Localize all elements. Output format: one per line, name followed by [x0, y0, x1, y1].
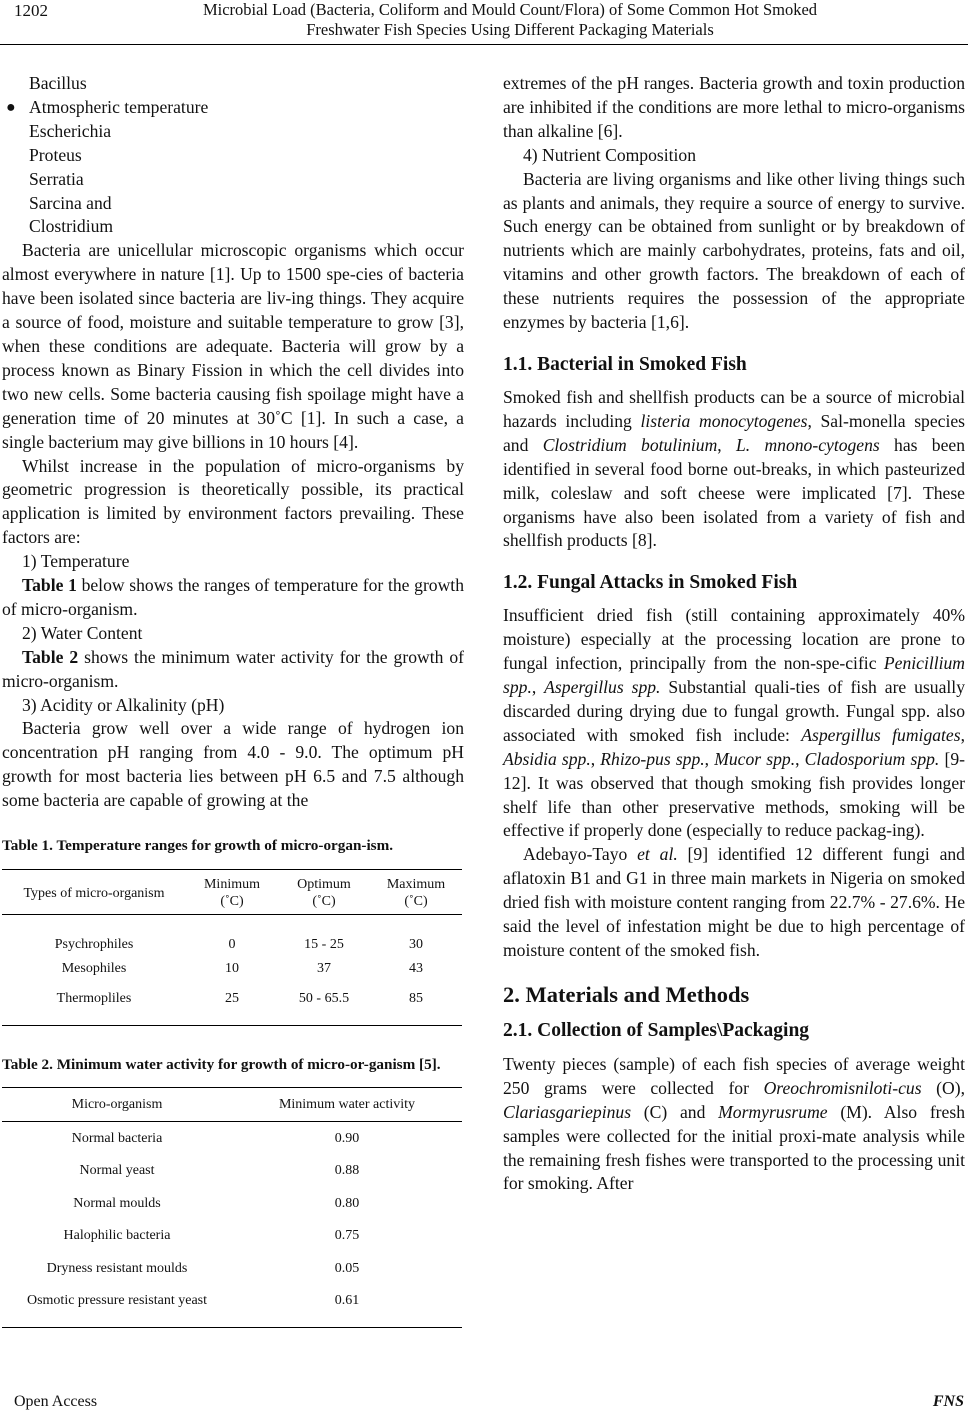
right-column	[503, 72, 965, 1196]
table-cell: 0.75	[334, 1228, 360, 1244]
section-heading-2: 2. Materials and Methods	[503, 981, 750, 1007]
genus-list-text: Atmospheric temperature	[29, 96, 209, 117]
factor-temperature: 1) Temperature	[22, 551, 130, 572]
table-cell: 10	[225, 960, 239, 976]
table-row	[2, 1220, 462, 1253]
genus-list-item	[2, 215, 464, 239]
factor-acidity: 3) Acidity or Alkalinity (pH)	[22, 694, 225, 715]
table-cell: Normal moulds	[73, 1195, 161, 1211]
genus-list-text: Clostridium	[29, 216, 114, 237]
table-cell: 0.90	[334, 1130, 360, 1146]
paragraph-smoked-fish-hazards: Smoked fish and shellfish products can be a source of microbial hazards including listeria monocytogenes, Sal-monella species and Clostridium botulinium, L. mnono-cytogens has been identified in several food borne out-breaks, in which pasteurized milk, coleslaw and soft cheese were implicated [7]. These organisms have also been isolated from a variety of fish and shellfish products [8].	[503, 386, 965, 551]
table-cell: Normal bacteria	[71, 1130, 163, 1146]
paragraph-bacteria-intro: Bacteria are unicellular microscopic organisms which occur almost everywhere in nature [1]. Up to 1500 spe-cies of bacteria have been isolated since bacteria are liv-ing things. They acquire a source of food, moisture and suitable temperature to grow [3], when these conditions are adequate. Bacteria will grow by a process known as Binary Fission in which the cell divides into two new cells. Some bacteria causing fish spoilage might have a generation time of 20 minutes at 30˚C [1]. In such a case, a single bacterium may give billions in 10 hours [4].	[2, 240, 464, 452]
paragraph-table1-reference	[2, 574, 464, 622]
table2-header-row	[2, 1088, 462, 1122]
table1-header-cell: Minimum (˚C)	[203, 877, 260, 910]
running-title-line-1: Microbial Load (Bacteria, Coliform and Mould Count/Flora) of Some Common Hot Smoked	[202, 0, 818, 19]
section-heading-2-1: 2.1. Collection of Samples\Packaging	[503, 1019, 810, 1041]
genus-list-text: Sarcina and	[29, 192, 112, 213]
paragraph-nutrients: Bacteria are living organisms and like other living things such as plants and animals, they require a source of energy to survive. Such energy can be obtained from sunlight or by breakdown of nutrients which are mainly carbohydrates, proteins, fats and oil, vitamins and other growth factors. The breakdown of each of these nutrients requires the possession of the appropriate enzymes by bacteria [1,6].	[503, 168, 965, 333]
table1-header-cell: Types of micro-organism	[23, 885, 165, 901]
genus-list-item	[2, 168, 464, 192]
table-cell: Osmotic pressure resistant yeast	[26, 1293, 207, 1309]
table2-caption: Table 2. Minimum water activity for growth of micro-or-ganism [5].	[2, 1056, 441, 1074]
running-header	[0, 0, 968, 44]
table-row	[2, 1187, 462, 1220]
table-cell: 37	[317, 960, 331, 976]
genus-list-text: Serratia	[29, 168, 84, 189]
table1-header-cell: Maximum (˚C)	[386, 877, 446, 910]
table-cell: 0.61	[334, 1293, 360, 1309]
running-title	[100, 0, 920, 40]
factor-nutrient: 4) Nutrient Composition	[523, 144, 696, 165]
table-cell: Thermopliles	[56, 990, 132, 1006]
page-number: 1202	[14, 1, 48, 20]
table2-header-cell: Minimum water activity	[278, 1097, 416, 1113]
table1-temperature-ranges	[2, 869, 462, 1026]
genus-list-item	[2, 96, 464, 120]
header-rule	[0, 44, 968, 45]
table1-header-cell: Optimum (˚C)	[297, 877, 351, 910]
genus-list-item	[2, 72, 464, 96]
table2-water-activity	[2, 1087, 462, 1328]
table2-ref-text: shows the minimum water activity for the growth of micro-organism.	[2, 646, 465, 691]
running-title-line-2: Freshwater Fish Species Using Different Packaging Materials	[306, 20, 714, 39]
table-cell: Halophilic bacteria	[63, 1228, 171, 1244]
paragraph-population-growth: Whilst increase in the population of micro-organisms by geometric progression is theoretically possible, its practical application is limited by environment factors prevailing. These factors are:	[2, 455, 464, 548]
table-cell: 50 - 65.5	[298, 990, 350, 1006]
genus-list-item	[2, 120, 464, 144]
table-cell: Normal yeast	[79, 1163, 155, 1179]
paragraph-adebayo-tayo: Adebayo-Tayo et al. [9] identified 12 different fungi and aflatoxin B1 and G1 in three main markets in Nigeria on smoked dried fish with moisture content ranging from 22.7% - 27.6%. He said the level of infestation might be due to high percentage of moisture content of the smoked fish.	[503, 844, 965, 960]
paragraph-ph: Bacteria grow well over a wide range of hydrogen ion concentration pH ranging from 4.0 - 9.0. The optimum pH growth for most bacteria lies between pH 6.5 and 7.5 although some bacteria are capable of growing at the	[2, 718, 464, 811]
paragraph-ph-extremes: extremes of the pH ranges. Bacteria growth and toxin production are inhibited if the conditions are more lethal to micro-organisms than alkaline [6].	[503, 73, 965, 141]
paragraph-table2-reference	[2, 646, 464, 694]
genus-list-text: Proteus	[29, 144, 82, 165]
table-cell: 0.05	[334, 1260, 360, 1276]
table-cell: 0	[228, 937, 236, 953]
genus-list-text: Bacillus	[29, 73, 87, 93]
table1-caption: Table 1. Temperature ranges for growth of micro-organ-ism.	[2, 837, 394, 855]
table-row	[2, 983, 462, 1026]
table-cell: 43	[409, 960, 423, 976]
table1-ref-label: Table 1	[22, 575, 77, 596]
table-cell: 15 - 25	[304, 937, 344, 953]
section-heading-1-1: 1.1. Bacterial in Smoked Fish	[503, 353, 747, 375]
paragraph-fungal-attacks: Insufficient dried fish (still containing approximately 40% moisture) especially at the processing location are prone to fungal infection, principally from the non-spe-cific Penicillium spp., Aspergillus spp. Substantial quali-ties of fish are usually discarded during drying due to fungal growth. Fungal spp. also associated with smoked fish include: Aspergillus fumigates, Absidia spp., Rhizo-pus spp., Mucor spp., Cladosporium spp. [9-12]. It was observed that though smoking fish provides longer shelf life than other preservative methods, smoking will be effective if properly done (especially to reduce packag-ing).	[503, 605, 965, 841]
genus-list-item	[2, 192, 464, 216]
table-cell: Mesophiles	[61, 960, 127, 976]
table-cell: Psychrophiles	[54, 937, 134, 953]
table2-ref-label: Table 2	[22, 646, 79, 667]
table-cell: 25	[225, 990, 239, 1006]
table-cell: 85	[409, 990, 423, 1006]
left-column	[2, 72, 464, 1328]
table-row	[2, 1122, 462, 1155]
factor-water-content: 2) Water Content	[22, 622, 143, 643]
footer-journal-abbrev: FNS	[932, 1393, 964, 1410]
table1-ref-text: below shows the ranges of temperature for the growth of micro-organism.	[2, 575, 464, 619]
genus-list-item	[2, 144, 464, 168]
table-cell: 30	[409, 937, 423, 953]
genus-list	[2, 72, 464, 239]
table-row	[2, 1252, 462, 1285]
paragraph-sample-collection: Twenty pieces (sample) of each fish species of average weight 250 grams were collected for Oreochromisniloti-cus (O), Clariasgariepinus (C) and Mormyrusrume (M). Also fresh samples were collected for the initial proxi-mate analysis while the remaining fresh fishes were transported to the processing unit for smoking. After	[503, 1053, 965, 1194]
footer-open-access: Open Access	[14, 1393, 98, 1410]
table2-header-cell: Micro-organism	[71, 1097, 163, 1113]
table-row	[2, 915, 462, 954]
table-cell: Dryness resistant moulds	[46, 1260, 188, 1276]
bullet-icon: ●	[6, 98, 16, 116]
page-footer	[14, 1393, 964, 1411]
table1-header-row	[2, 870, 462, 915]
genus-list-text: Escherichia	[29, 120, 112, 141]
table-row	[2, 953, 462, 983]
table-cell: 0.88	[334, 1163, 360, 1179]
section-heading-1-2: 1.2. Fungal Attacks in Smoked Fish	[503, 572, 798, 594]
table-row	[2, 1285, 462, 1328]
table-cell: 0.80	[334, 1195, 360, 1211]
table-row	[2, 1155, 462, 1188]
